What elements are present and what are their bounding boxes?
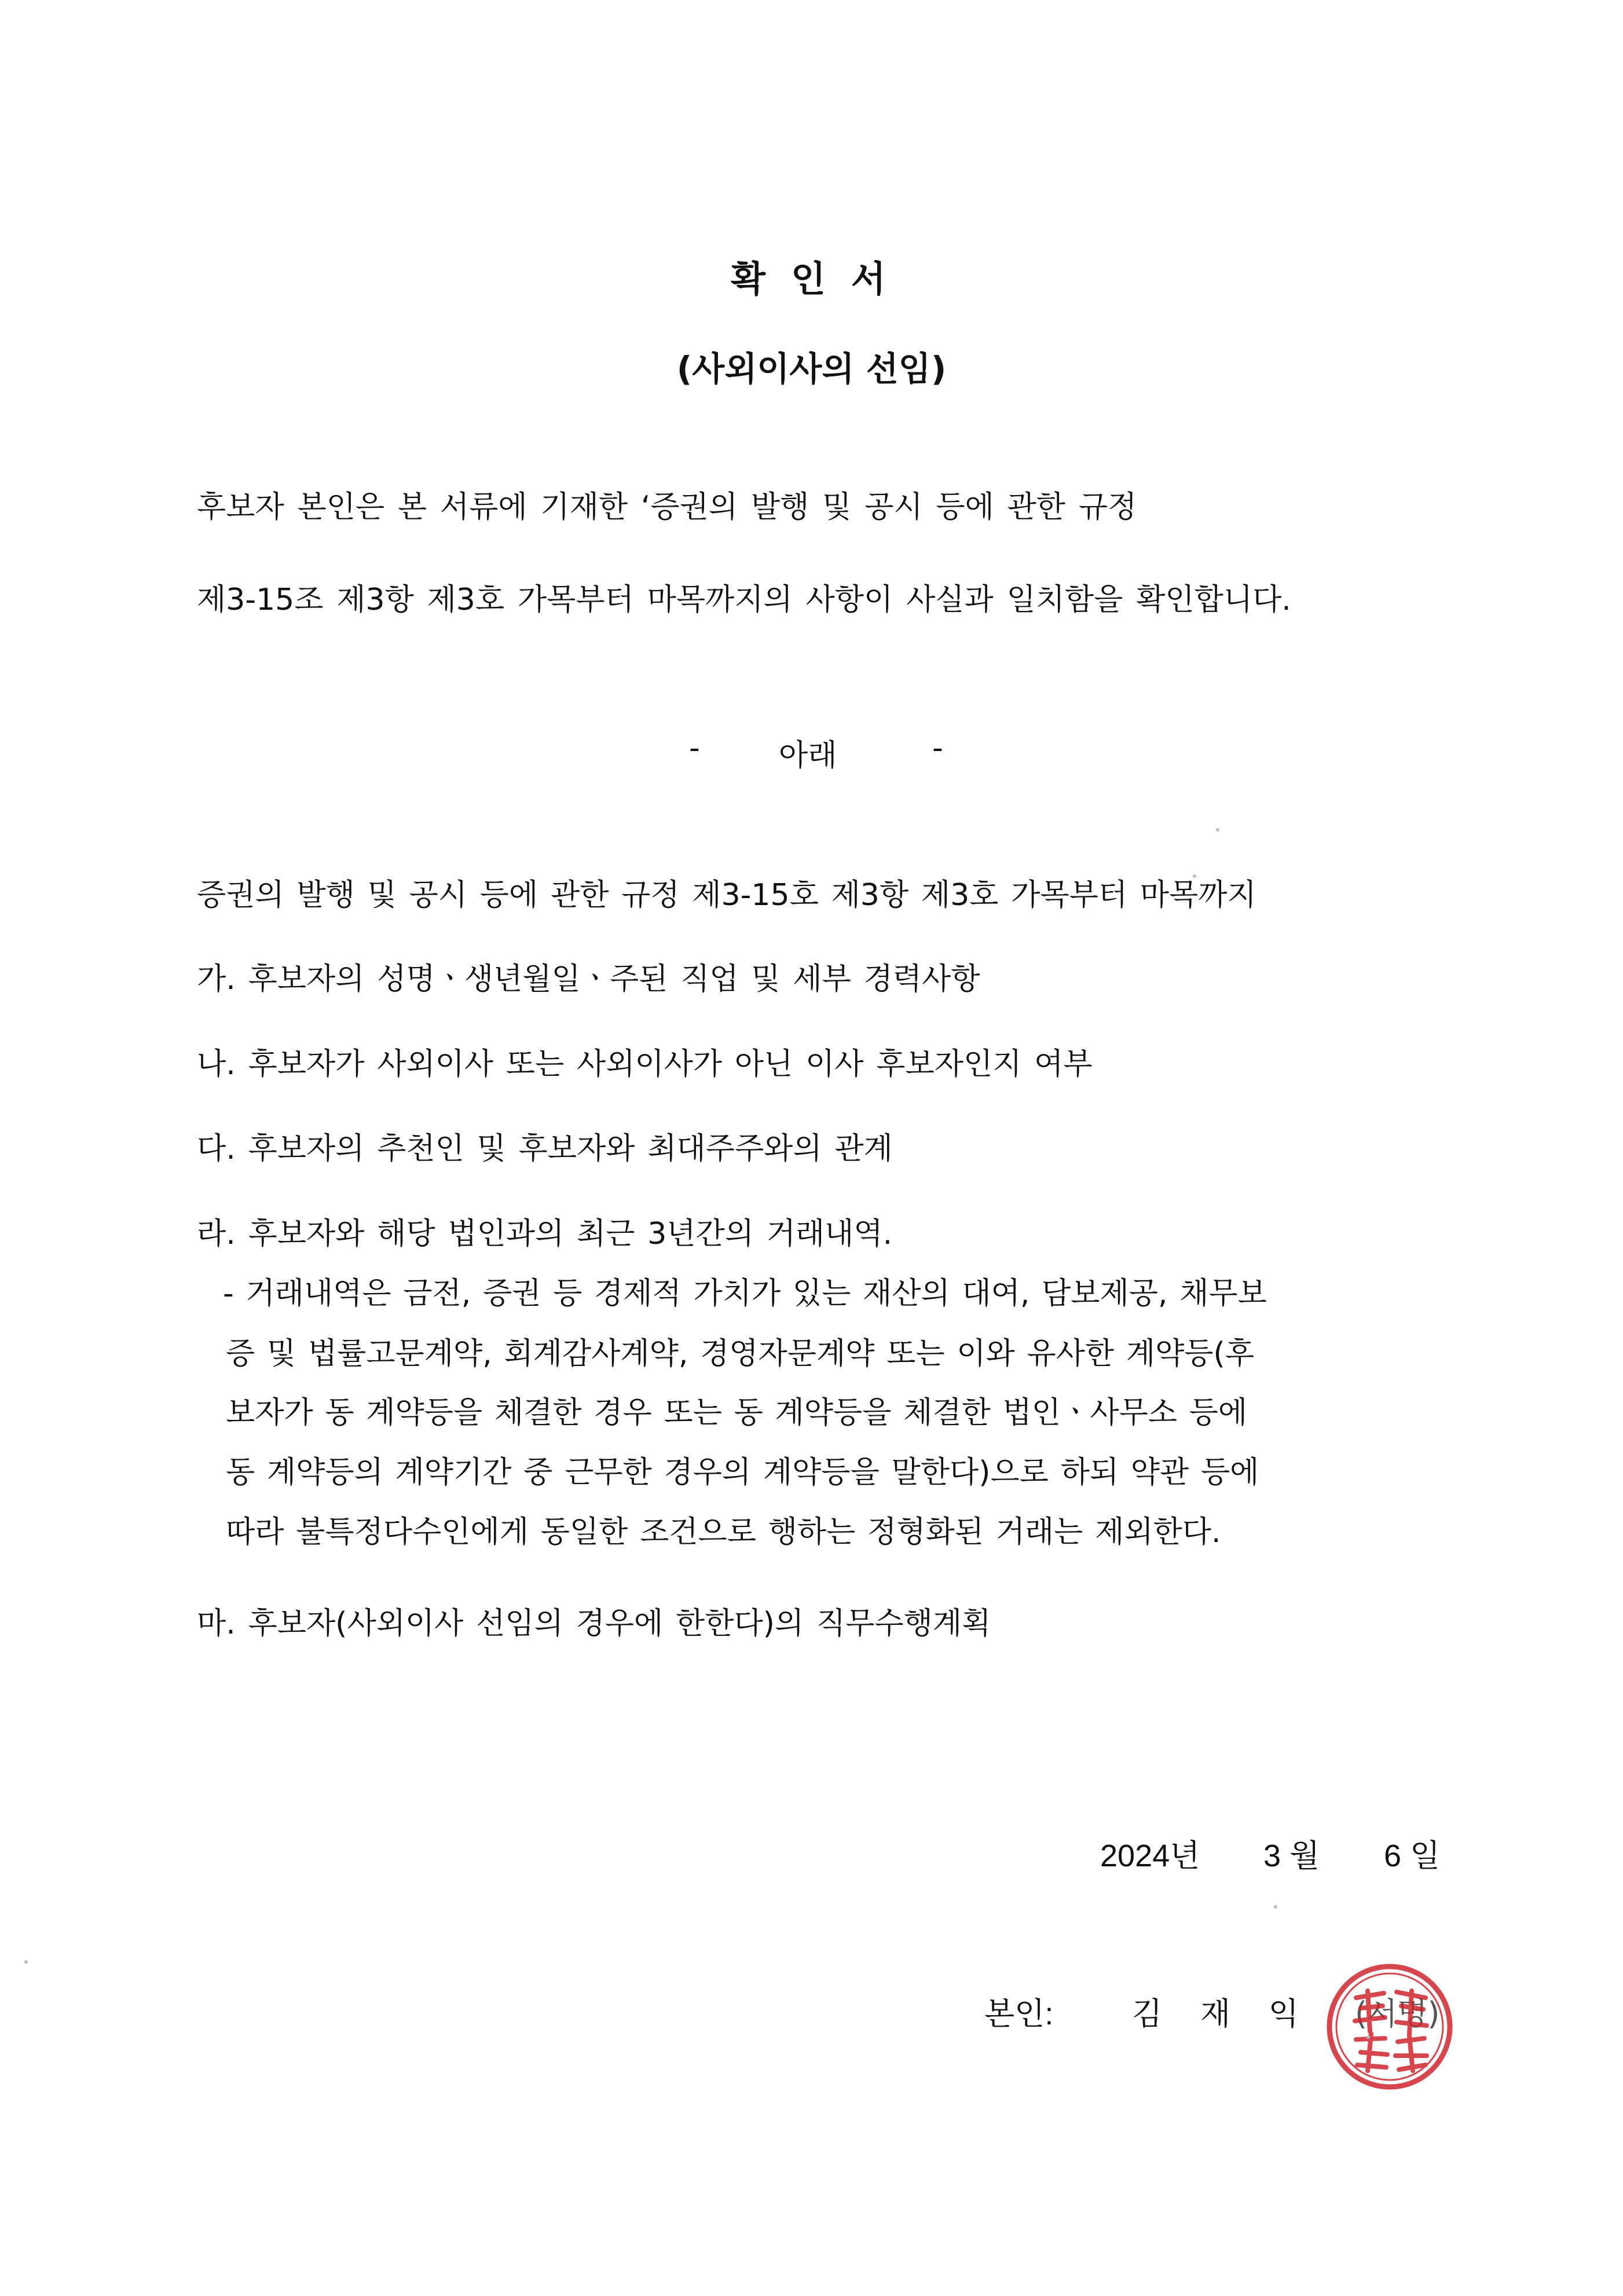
- scan-speck: [1216, 828, 1219, 832]
- below-dash-right: -: [932, 731, 943, 766]
- list-intro: 증권의 발행 및 공시 등에 관한 규정 제3-15호 제3항 제3호 가목부터 마목까지: [197, 878, 1256, 913]
- signer-label: 본인:: [984, 1997, 1054, 2031]
- signer-name: 김 재 익: [1132, 1995, 1313, 2032]
- list-item-da: 다. 후보자의 추천인 및 후보자와 최대주주와의 관계: [197, 1131, 893, 1166]
- date-month: 3 월: [1263, 1839, 1320, 1873]
- intro-line-1: 후보자 본인은 본 서류에 기재한 ‘증권의 발행 및 공시 등에 관한 규정: [197, 490, 1137, 525]
- scan-speck: [1366, 2035, 1370, 2039]
- scan-speck: [24, 1960, 28, 1964]
- scan-speck: [1193, 874, 1196, 878]
- list-item-ga: 가. 후보자의 성명ㆍ생년월일ㆍ주된 직업 및 세부 경력사항: [197, 962, 980, 997]
- ra-detail-line-2: 증 및 법률고문계약, 회계감사계약, 경영자문계약 또는 이와 유사한 계약등(후: [226, 1336, 1255, 1371]
- intro-line-2: 제3-15조 제3항 제3호 가목부터 마목까지의 사항이 사실과 일치함을 확인합니다.: [197, 583, 1291, 617]
- list-item-ma: 마. 후보자(사외이사 선임의 경우에 한한다)의 직무수행계획: [197, 1606, 991, 1641]
- ra-detail-line-3: 보자가 동 계약등을 체결한 경우 또는 동 계약등을 체결한 법인ㆍ사무소 등에: [226, 1396, 1248, 1430]
- ra-detail-line-4: 동 계약등의 계약기간 중 근무한 경우의 계약등을 말한다)으로 하되 약관 등에: [226, 1455, 1259, 1490]
- document-subtitle: (사외이사의 선임): [676, 349, 947, 389]
- ra-detail-line-1: - 거래내역은 금전, 증권 등 경제적 가치가 있는 재산의 대여, 담보제공, 채무보: [223, 1276, 1267, 1311]
- below-heading: 아래: [779, 738, 837, 773]
- list-item-na: 나. 후보자가 사외이사 또는 사외이사가 아닌 이사 후보자인지 여부: [197, 1047, 1093, 1082]
- date-day: 6 일: [1384, 1839, 1441, 1873]
- seal-stamp-icon: [1320, 1957, 1459, 2096]
- ra-detail-line-5: 따라 불특정다수인에게 동일한 조건으로 행하는 정형화된 거래는 제외한다.: [226, 1515, 1221, 1550]
- list-item-ra: 라. 후보자와 해당 법인과의 최근 3년간의 거래내역.: [197, 1217, 893, 1251]
- scan-speck: [1274, 1905, 1277, 1909]
- below-dash-left: -: [689, 731, 700, 766]
- date-year: 2024년: [1100, 1839, 1200, 1873]
- signature-mark: (서명): [1355, 1995, 1440, 2032]
- document-title: 확 인 서: [731, 258, 892, 300]
